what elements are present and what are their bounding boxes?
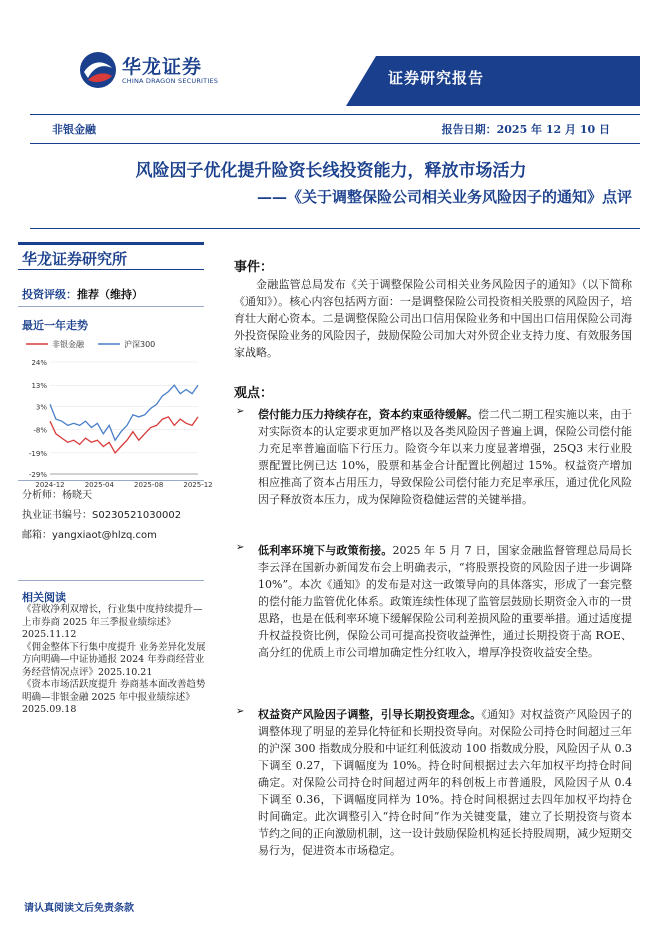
x-tick-label: 2024-12 [35, 481, 65, 489]
y-tick-label: 3% [35, 403, 47, 412]
institute-header [18, 242, 204, 270]
rating-value: 推荐（维持） [77, 288, 143, 301]
report-subtitle: ——《关于调整保险公司相关业务风险因子的通知》点评 [256, 188, 632, 206]
institute-name: 华龙证券研究所 [22, 250, 128, 268]
sector-label: 非银金融 [52, 123, 96, 136]
report-title: 风险因子优化提升险资长线投资能力，释放市场活力 [135, 161, 527, 181]
report-date: 报告日期：2025 年 12 月 10 日 [441, 123, 610, 136]
point-text: 2025 年 5 月 7 日，国家金融监督管理总局局长李云泽在国新办新闻发布会上明确表示，“将股票投资的风险因子进一步调降 10%”。本次《通知》的发布是对这一政策导向的具体落实，形成了一套完整的偿付能力监管优化体系。政策连续性体现了监管层鼓励长期资金入市的一贯思路，也是在低利率环境下缓解保险公司利差损风险的重要举措。通过适度提升权益投资比例，保险公司可提高投资收益弹性，通过长期投资于高 ROE、高分红的优质上市公司增加确定性分红收入，增厚净投资收益安全垫。 [258, 544, 632, 659]
sidebar-divider [18, 580, 204, 581]
bullet-arrow-icon: ➢ [236, 706, 245, 717]
sidebar-divider [18, 480, 204, 481]
legend-label: 非银金融 [52, 340, 84, 349]
related-item[interactable]: 《佣金整体下行集中度提升 业务差异化发展方向明确—中证协通报 2024 年券商经营业务经营情况点评》2025.10.21 [22, 641, 206, 678]
sidebar-divider [18, 306, 204, 307]
x-tick-label: 2025-04 [84, 481, 114, 489]
sidebar [14, 240, 213, 920]
view-point [234, 406, 632, 508]
series-line-hs300 [50, 385, 198, 440]
y-tick-label: 24% [31, 359, 47, 367]
trend-title: 最近一年走势 [22, 319, 88, 332]
point-lead: 低利率环境下与政策衔接。 [258, 544, 393, 557]
title-divider [30, 228, 640, 229]
analyst-email[interactable]: 邮箱：yangxiaot@hlzq.com [22, 530, 157, 541]
meta-divider [30, 143, 640, 144]
trend-chart [20, 334, 213, 510]
series-line-non-bank [50, 417, 198, 453]
related-list [22, 604, 206, 717]
y-tick-label: -29% [28, 471, 47, 479]
x-tick-label: 2025-08 [134, 481, 164, 489]
rating-line [22, 286, 143, 302]
event-paragraph: 金融监管总局发布《关于调整保险公司相关业务风险因子的通知》（以下简称《通知》）。核心内容包括两方面：一是调整保险公司投资相关股票的风险因子，培育壮大耐心资本。二是调整保险公司出口信用保险业务和中国出口信用保险公司海外投资保险业务的风险因子，鼓励保险公司加大对外贸企业支持力度、有效服务国家战略。 [234, 278, 632, 359]
x-tick-label: 2025-12 [183, 481, 213, 489]
header-divider [30, 114, 640, 115]
point-text: 偿二代二期工程实施以来，由于对实际资本的认定要求更加严格以及各类风险因子普遍上调，保险公司偿付能力充足率普遍面临下行压力。险资今年以来力度显著增强，25Q3 末行业股票配置比例已达 10%，股票和基金合计配置比例超过 15%。权益资产增加相应推高了资本占用压力，导致保险公司偿付能力充足率承压，通过优化风险因子释放资本压力，成为保障险资稳健运营的关键举措。 [258, 408, 632, 506]
logo-cn-text: 华龙证券 [122, 56, 203, 78]
analyst-name: 分析师：杨晓天 [22, 490, 92, 501]
event-heading: 事件： [234, 260, 274, 275]
banner-label: 证券研究报告 [388, 69, 485, 87]
bullet-arrow-icon: ➢ [236, 542, 245, 553]
rating-label: 投资评级： [22, 288, 77, 301]
bullet-arrow-icon: ➢ [236, 406, 245, 417]
view-point [234, 542, 632, 661]
related-title: 相关阅读 [22, 591, 66, 604]
y-tick-label: -19% [28, 449, 47, 458]
y-tick-label: -8% [33, 426, 47, 435]
company-logo [78, 50, 238, 94]
legend-label: 沪深300 [124, 340, 156, 349]
y-tick-label: 13% [31, 382, 47, 391]
point-lead: 偿付能力压力持续存在，资本约束亟待缓解。 [258, 408, 478, 421]
disclaimer-note: 请认真阅读文后免责条款 [24, 903, 134, 914]
related-item[interactable]: 《营收净利双增长，行业集中度持续提升—上市券商 2025 年三季报业绩综述》2025.11.12 [22, 604, 203, 640]
related-item[interactable]: 《资本市场活跃度提升 券商基本面改善趋势明确—非银金融 2025 年中报业绩综述》2025.09.18 [22, 679, 206, 715]
cert-number: 执业证书编号：S0230521030002 [22, 510, 182, 521]
view-heading: 观点： [234, 386, 274, 401]
point-text: 《通知》对权益资产风险因子的调整体现了明显的差异化特征和长期投资导向。对保险公司持仓时间超过三年的沪深 300 指数成分股和中证红利低波动 100 指数成分股，风险因子从 0.3 下调至 0.27，下调幅度为 10%。持仓时间根据过去六年加权平均持仓时间确定。对保险公司持仓时间超过两年的科创板上市普通股，风险因子从 0.4 下调至 0.36，下调幅度同样为 10%。持仓时间根据过去四年加权平均持仓时间确定。此次调整引入“持仓时间”作为关键变量，建立了长期投资与资本节约之间的正向激励机制，这一设计鼓励保险机构延长持股周期，减少短期交易行为，促进资本市场稳定。 [258, 708, 633, 857]
point-lead: 权益资产风险因子调整，引导长期投资理念。 [258, 708, 482, 721]
logo-en-text: CHINA DRAGON SECURITIES [122, 77, 219, 85]
view-point [234, 706, 632, 859]
dragon-logo-icon [78, 50, 118, 90]
